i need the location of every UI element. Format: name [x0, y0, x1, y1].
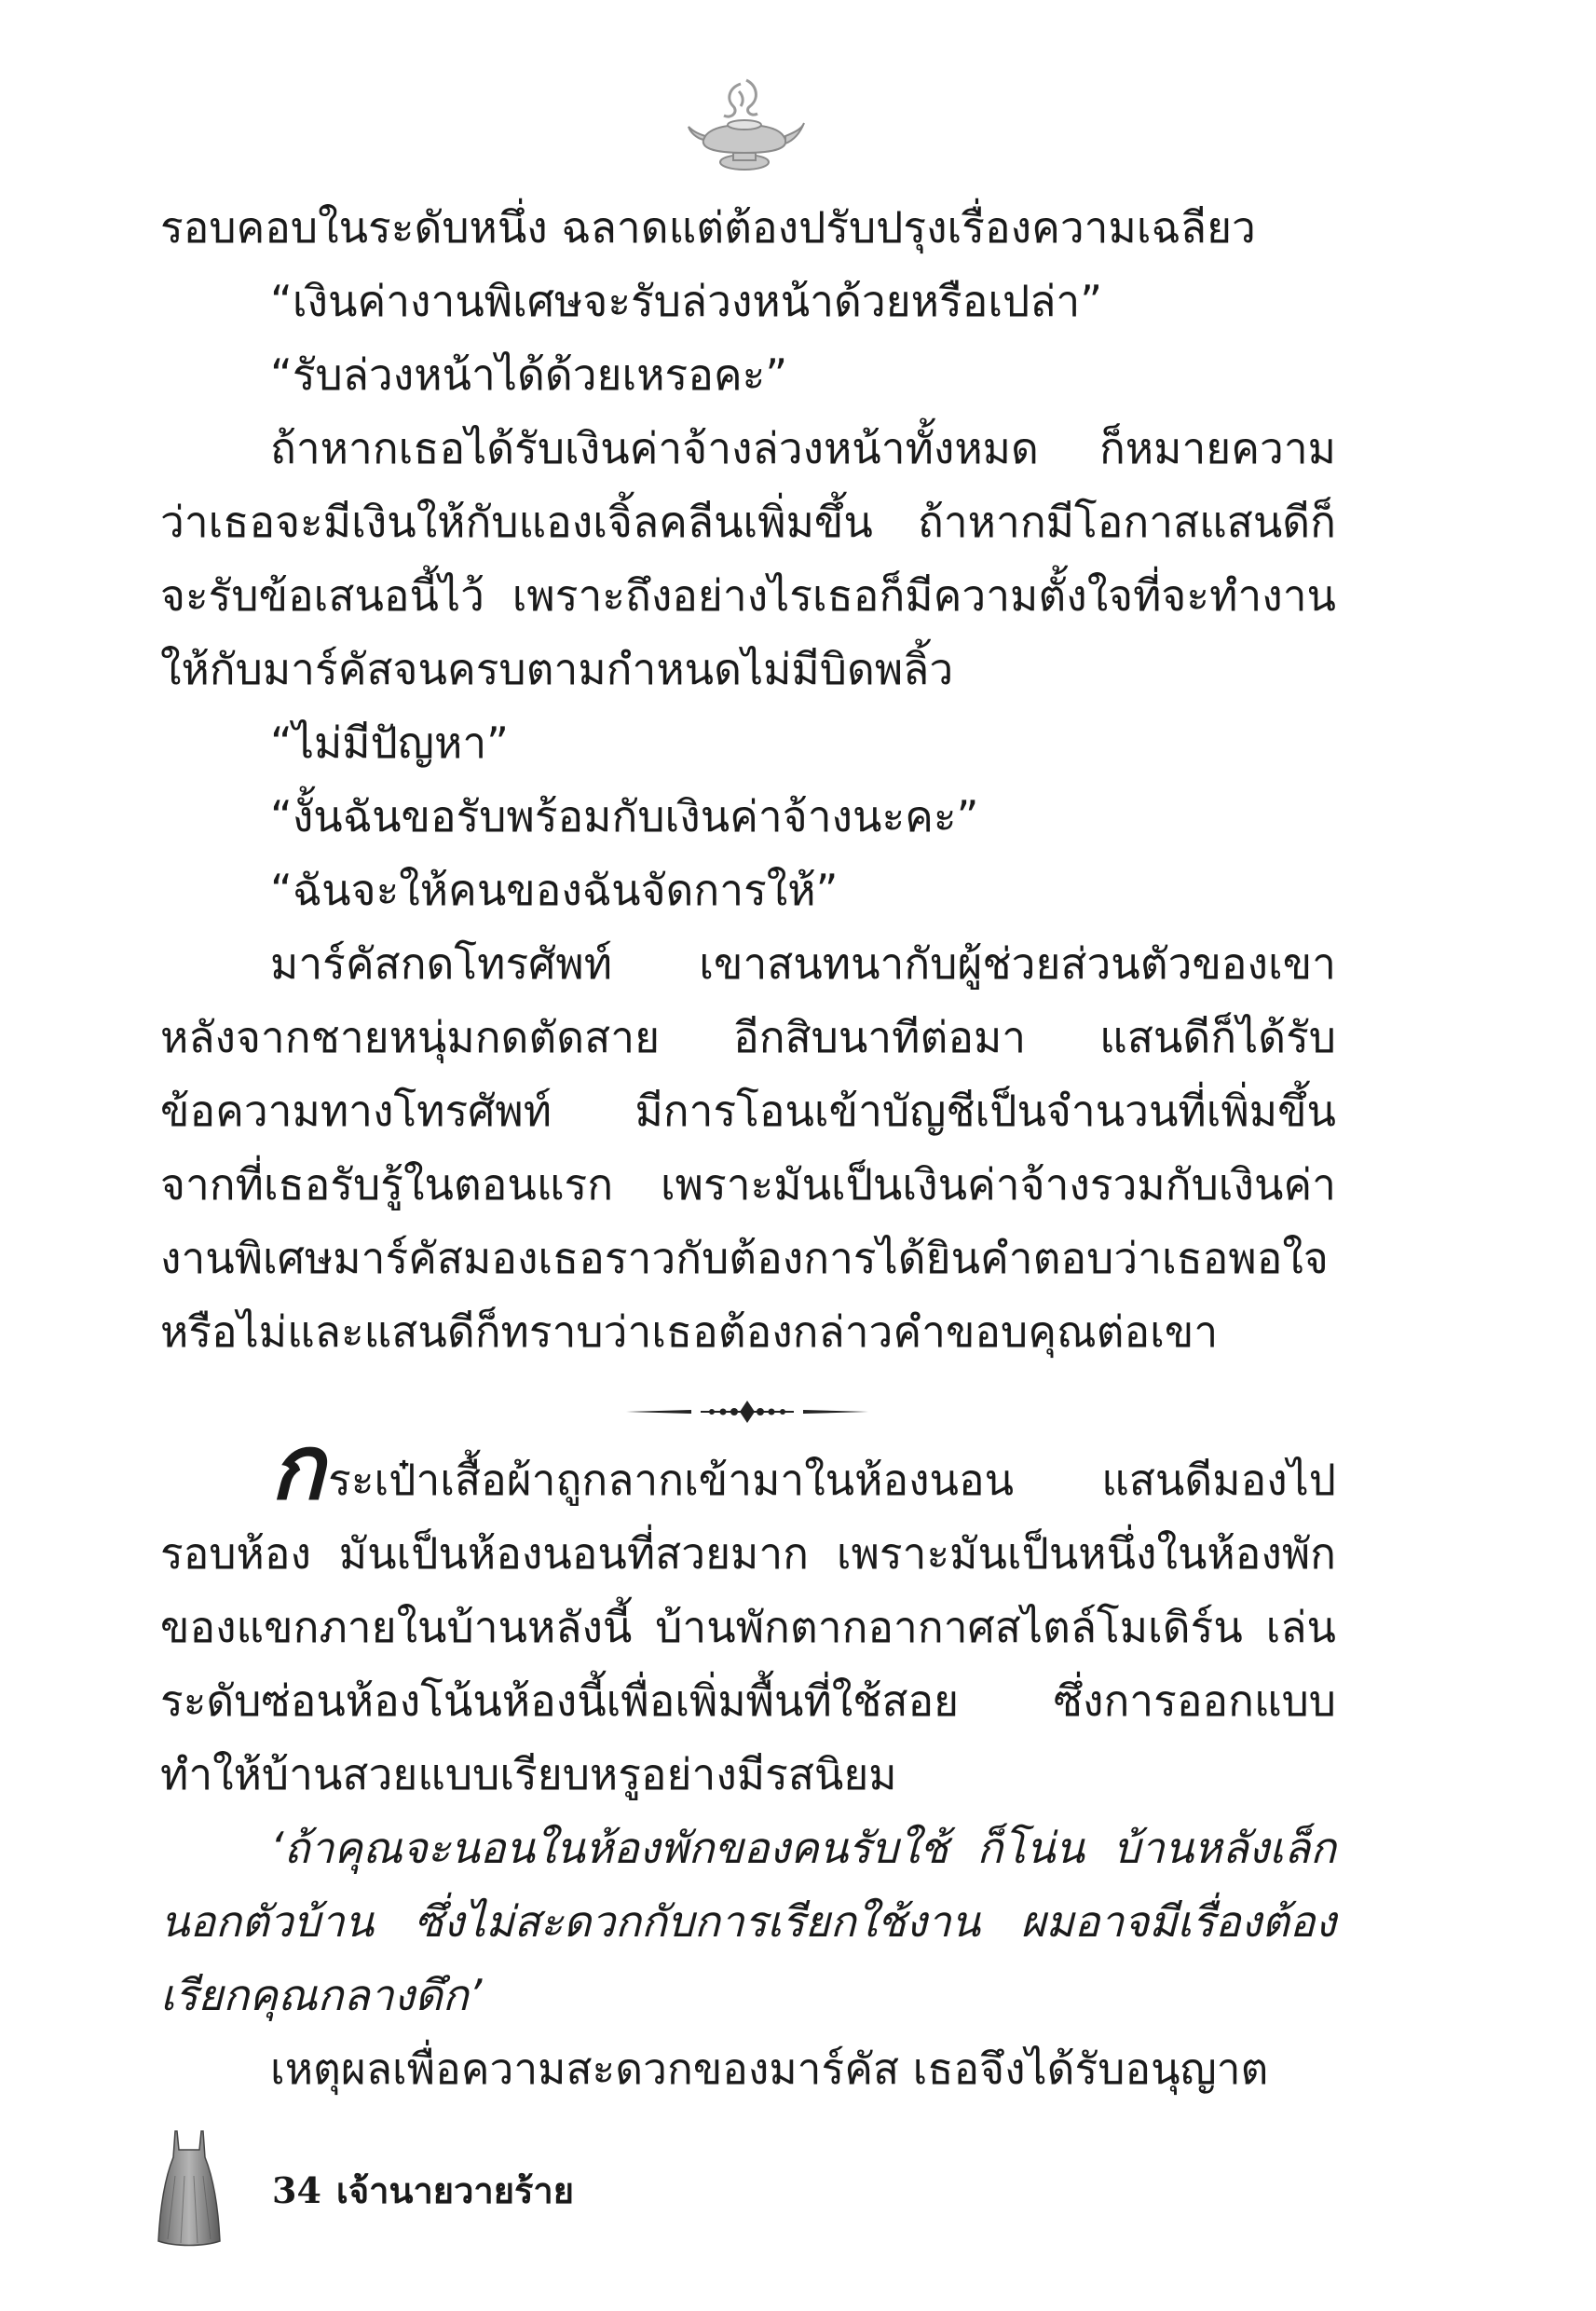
paragraph: “ไม่มีปัญหา”: [270, 718, 509, 768]
paragraph: ถ้าหากเธอได้รับเงินค่าจ้างล่วงหน้าทั้งหมด ก็หมายความว่าเธอจะมีเงินให้กับแองเจิ้ลคลีนเพิ่มขึ้น ถ้าหากมีโอกาสแสนดีก็จะรับข้อเสนอนี้ไว้ เพราะถึงอย่างไรเธอก็มีความตั้งใจที่จะทำงานให้กับมาร์คัสจนครบตามกำหนดไม่มีบิดพลิ้ว: [160, 423, 1336, 694]
paragraph: มาร์คัสกดโทรศัพท์ เขาสนทนากับผู้ช่วยส่วนตัวของเขาหลังจากชายหนุ่มกดตัดสาย อีกสิบนาทีต่อมา แสนดีก็ได้รับข้อความทางโทรศัพท์ มีการโอนเข้าบัญชีเป็นจำนวนที่เพิ่มขึ้นจากที่เธอรับรู้ในตอนแรก เพราะมันเป็นเงินค่าจ้างรวมกับเงินค่างานพิเศษมาร์คัสมองเธอราวกับต้องการได้ยินคำตอบว่าเธอพอใจหรือไม่และแสนดีก็ทราบว่าเธอต้องกล่าวคำขอบคุณต่อเขา: [160, 938, 1336, 1357]
body-text-section-2: [160, 1415, 1336, 2106]
paragraph: “เงินค่างานพิเศษจะรับล่วงหน้าด้วยหรือเปล่า”: [270, 276, 1103, 326]
magic-lamp-icon: [685, 75, 806, 177]
dress-icon: [157, 2129, 222, 2250]
paragraph-text: ระเป๋าเสื้อผ้าถูกลากเข้ามาในห้องนอน แสนดีมองไปรอบห้อง มันเป็นห้องนอนที่สวยมาก เพราะมันเป็นหนึ่งในห้องพักของแขกภายในบ้านหลังนี้ บ้านพักตากอากาศสไตล์โมเดิร์น เล่นระดับซ่อนห้องโน้นห้องนี้เพื่อเพิ่มพื้นที่ใช้สอย ซึ่งการออกแบบทำให้บ้านสวยแบบเรียบหรูอย่างมีรสนิยม: [160, 1455, 1336, 1799]
paragraph: “ฉันจะให้คนของฉันจัดการให้”: [270, 865, 839, 915]
body-text-section-1: [160, 191, 1336, 1369]
page-footer: [272, 2167, 574, 2214]
paragraph: ‘ถ้าคุณจะนอนในห้องพักของคนรับใช้ ก็โน่น บ้านหลังเล็กนอกตัวบ้าน ซึ่งไม่สะดวกกับการเรียกใช้งาน ผมอาจมีเรื่องต้องเรียกคุณกลางดึก’: [160, 1823, 1336, 2020]
paragraph: “รับล่วงหน้าได้ด้วยเหรอคะ”: [270, 349, 788, 400]
book-title: เจ้านายวายร้าย: [335, 2169, 575, 2211]
paragraph-with-drop-cap: [160, 1415, 1336, 1812]
drop-cap-letter: ก: [270, 1415, 325, 1520]
paragraph: “งั้นฉันขอรับพร้อมกับเงินค่าจ้างนะคะ”: [270, 791, 979, 841]
paragraph: รอบคอบในระดับหนึ่ง ฉลาดแต่ต้องปรับปรุงเรื่องความเฉลียว: [160, 202, 1256, 253]
page-number: 34: [272, 2169, 321, 2211]
paragraph: เหตุผลเพื่อความสะดวกของมาร์คัส เธอจึงได้รับอนุญาต: [270, 2044, 1269, 2094]
ornamental-divider-icon: [626, 1398, 868, 1426]
section-2-paragraphs: [160, 1812, 1336, 2106]
